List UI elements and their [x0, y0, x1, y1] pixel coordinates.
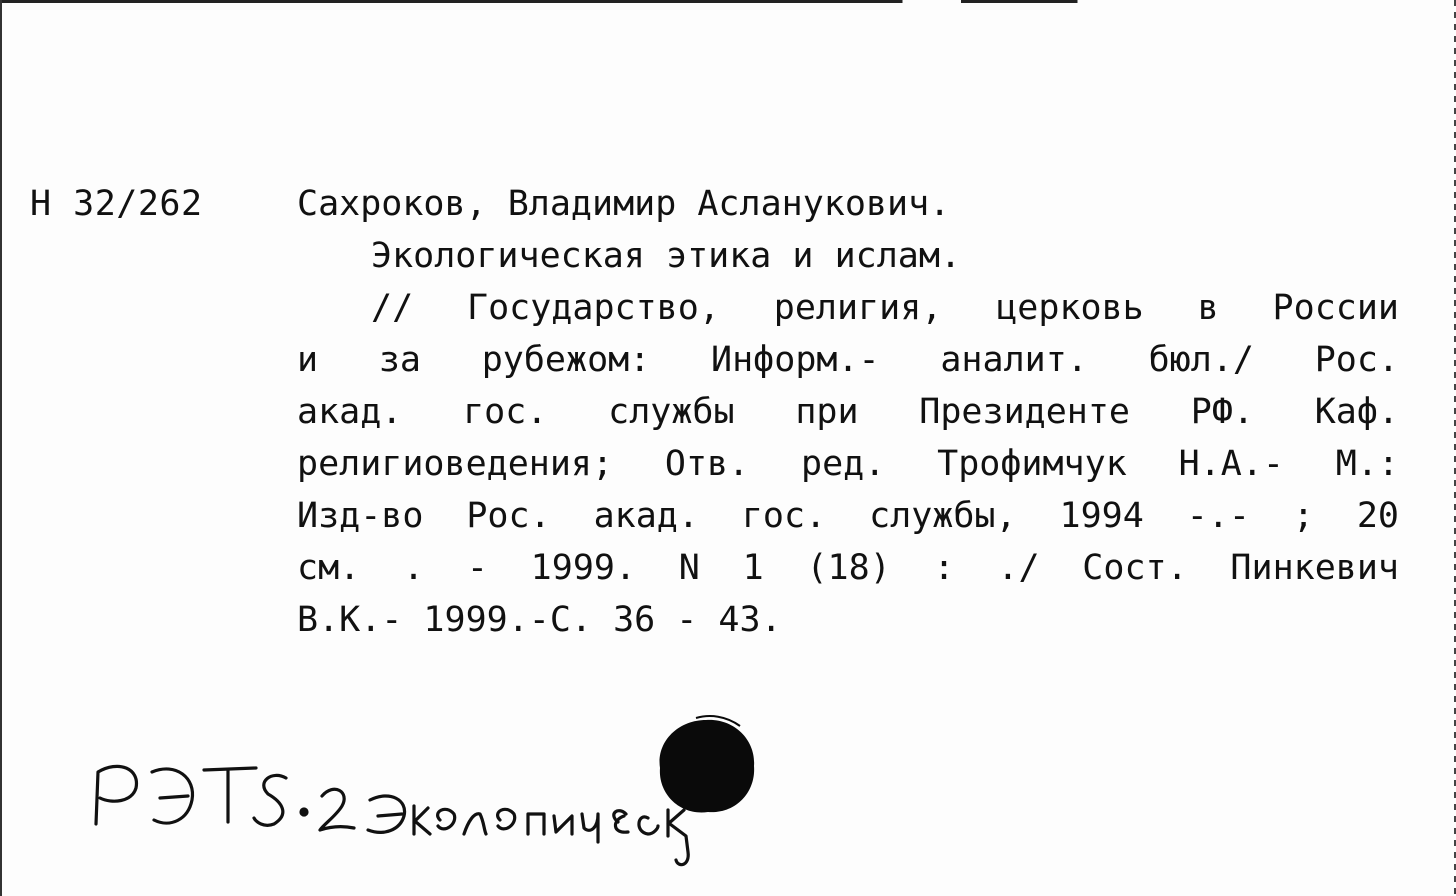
description-line: акад. гос. службы при Президенте РФ. Каф. [297, 392, 1399, 432]
description-line: религиоведения; Отв. ред. Трофимчук Н.А.- М.: [297, 444, 1399, 484]
call-number: Н 32/262 [30, 184, 203, 224]
description-line: и за рубежом: Информ.- аналит. бюл./ Рос. [297, 340, 1399, 380]
work-title: Экологическая этика и ислам. [371, 236, 962, 276]
handwritten-classification-note [88, 742, 748, 882]
card-top-edge [0, 0, 1456, 3]
card-left-edge [0, 0, 2, 896]
author-heading: Сахроков, Владимир Асланукович. [297, 184, 951, 224]
description-line: Изд-во Рос. акад. гос. службы, 1994 -.- ; 20 [297, 496, 1399, 536]
pages-line: В.К.- 1999.-С. 36 - 43. [297, 600, 782, 640]
description-line: // Государство, религия, церковь в России [371, 288, 1399, 328]
bibliographic-entry [297, 178, 1399, 646]
description-line: см. . - 1999. N 1 (18) : ./ Сост. Пинкевич [297, 548, 1399, 588]
